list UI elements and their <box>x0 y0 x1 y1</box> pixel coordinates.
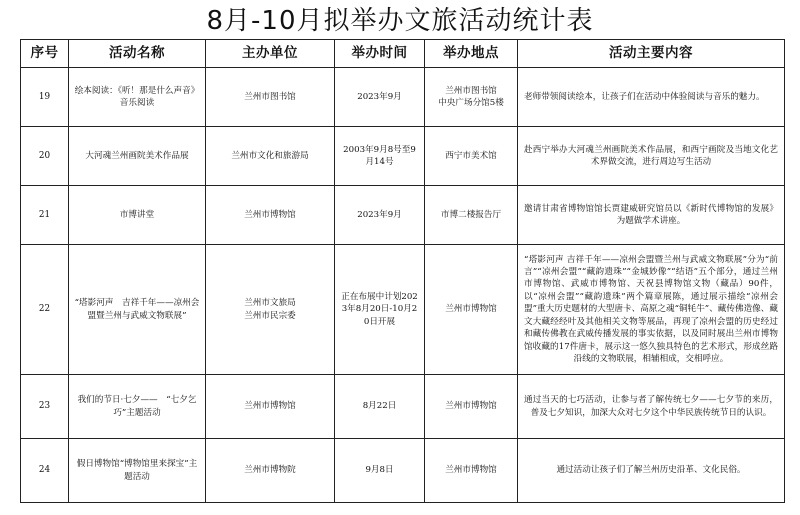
cell-time: 9月8日 <box>335 439 425 503</box>
cell-organizer: 兰州市博物馆 <box>206 375 335 439</box>
cell-no: 24 <box>21 439 69 503</box>
page-title: 8月-10月拟举办文旅活动统计表 <box>206 6 594 36</box>
cell-location: 兰州市图书馆 中央广场分馆5楼 <box>425 68 518 127</box>
cell-name: 假日博物馆“博物馆里来探宝”主题活动 <box>69 439 206 503</box>
cell-location: 西宁市美术馆 <box>425 127 518 186</box>
cell-location: 兰州市博物馆 <box>425 375 518 439</box>
table-row <box>21 186 785 245</box>
cell-organizer: 兰州市文旅局 兰州市民宗委 <box>206 245 335 375</box>
cell-time: 2023年9月 <box>335 186 425 245</box>
cell-no: 21 <box>21 186 69 245</box>
cell-organizer: 兰州市文化和旅游局 <box>206 127 335 186</box>
header-organizer: 主办单位 <box>206 40 335 68</box>
cell-content: “塔影河声 吉祥千年——凉州会盟暨兰州与武威文物联展”分为“前言”“凉州会盟”“藏韵遗珠”“金城妙像”“结语”五个部分，通过兰州市博物馆、武威市博物馆、天祝县博物馆文物（藏品）90件，以“凉州会盟”“藏韵遗珠”两个篇章展陈，通过展示描绘“凉州会盟”重大历史题材的大型唐卡、高原之魂“铜牦牛”、藏传佛造像、藏文大藏经经叶及其他相关文物等展品，再现了凉州会盟的历史经过和藏传佛教在武威传播发展的事实依据，以及同时展出兰州市博物馆收藏的17件唐卡，展示这一悠久独具特色的艺术形式，形成丝路沿线的文物联展，相辅相成，交相呼应。 <box>518 245 785 375</box>
cell-location: 兰州市博物馆 <box>425 245 518 375</box>
cell-content: 通过活动让孩子们了解兰州历史沿革、文化民俗。 <box>518 439 785 503</box>
cell-name: 市博讲堂 <box>69 186 206 245</box>
cell-no: 23 <box>21 375 69 439</box>
cell-time: 8月22日 <box>335 375 425 439</box>
cell-time: 2003年9月8号至9月14号 <box>335 127 425 186</box>
table-header-row <box>21 40 785 68</box>
cell-content: 通过当天的七巧活动，让参与者了解传统七夕——七夕节的来历，普及七夕知识，加深大众对七夕这个中华民族传统节日的认识。 <box>518 375 785 439</box>
cell-location: 兰州市博物馆 <box>425 439 518 503</box>
table-row <box>21 375 785 439</box>
cell-organizer: 兰州市图书馆 <box>206 68 335 127</box>
cell-name: 大河魂兰州画院美术作品展 <box>69 127 206 186</box>
cell-organizer: 兰州市博物院 <box>206 439 335 503</box>
table-row <box>21 439 785 503</box>
header-location: 举办地点 <box>425 40 518 68</box>
table-row <box>21 68 785 127</box>
header-content: 活动主要内容 <box>518 40 785 68</box>
cell-time: 正在布展中计划2023年8月20日-10月20日开展 <box>335 245 425 375</box>
header-time: 举办时间 <box>335 40 425 68</box>
cell-content: 邀请甘肃省博物馆馆长贾建威研究馆员以《新时代博物馆的发展》为题做学术讲座。 <box>518 186 785 245</box>
cell-content: 老师带领阅读绘本，让孩子们在活动中体验阅读与音乐的魅力。 <box>518 68 785 127</box>
cell-no: 19 <box>21 68 69 127</box>
cell-name: 绘本阅读：《听！那是什么声音》音乐阅读 <box>69 68 206 127</box>
cell-no: 20 <box>21 127 69 186</box>
header-name: 活动名称 <box>69 40 206 68</box>
cell-name: 我们的节日·七夕—— “七夕乞巧”主题活动 <box>69 375 206 439</box>
table-row <box>21 127 785 186</box>
cell-no: 22 <box>21 245 69 375</box>
cell-content: 赴西宁举办大河魂兰州画院美术作品展，和西宁画院及当地文化艺术界做交流，进行周边写生活动 <box>518 127 785 186</box>
activity-table <box>20 39 785 503</box>
cell-organizer: 兰州市博物馆 <box>206 186 335 245</box>
table-row <box>21 245 785 375</box>
cell-name: “塔影河声 吉祥千年——凉州会盟暨兰州与武威文物联展” <box>69 245 206 375</box>
cell-location: 市博二楼报告厅 <box>425 186 518 245</box>
cell-time: 2023年9月 <box>335 68 425 127</box>
header-no: 序号 <box>21 40 69 68</box>
